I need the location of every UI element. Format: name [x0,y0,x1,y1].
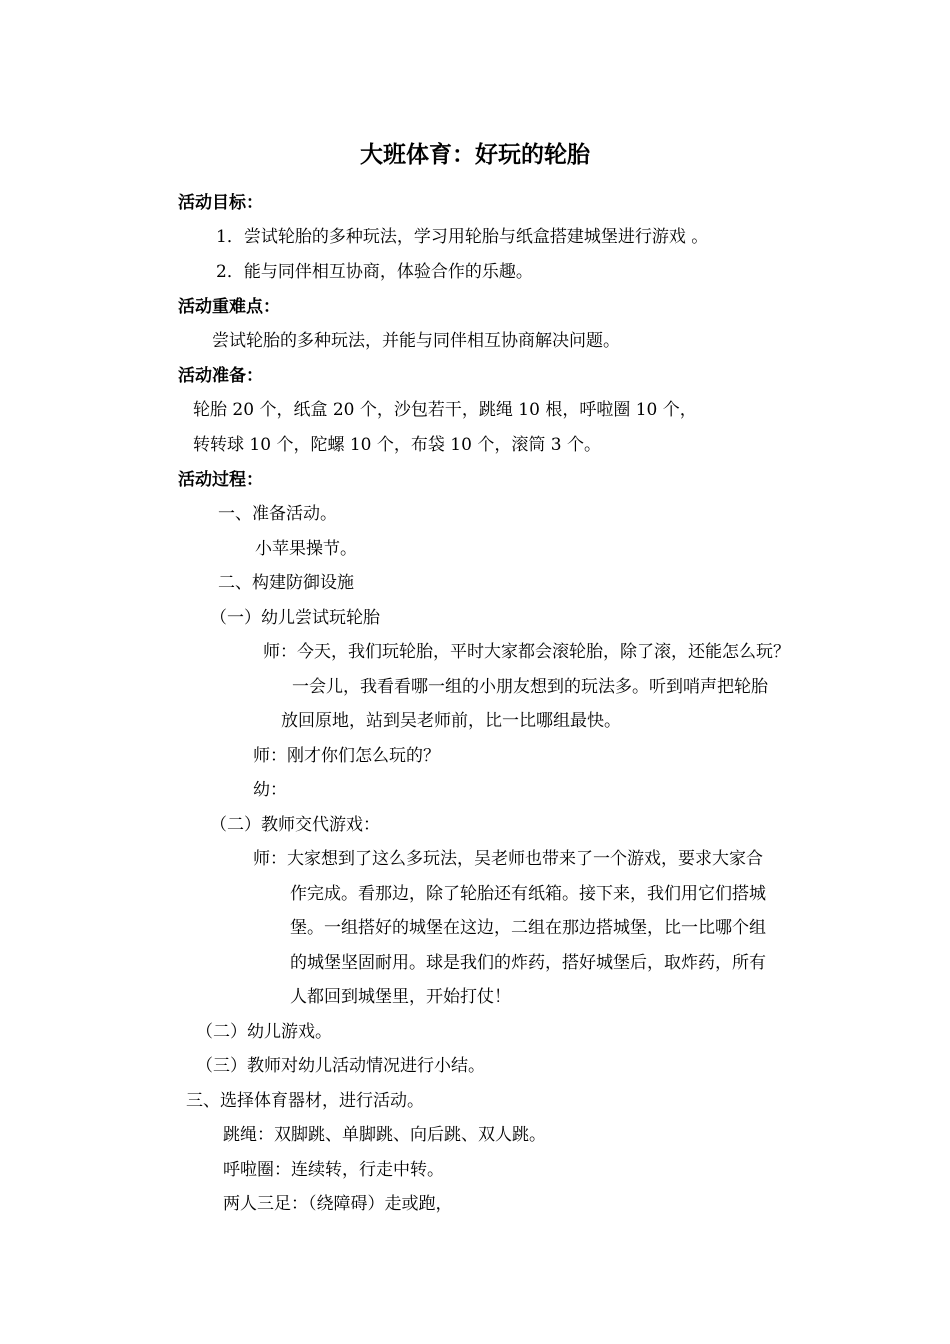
teacher-line-2: 师：刚才你们怎么玩的？ [253,746,440,766]
process-step-2: 二、构建防御设施 [218,573,354,593]
preparation-line-2: 转转球 10 个，陀螺 10 个，布袋 10 个，滚筒 3 个。 [193,435,601,455]
process-step-2-sub-2: （二）教师交代游戏： [210,815,380,835]
process-step-1: 一、准备活动。 [218,504,337,524]
process-step-3: 三、选择体育器材，进行活动。 [186,1091,424,1111]
process-step-2-sub-4: （三）教师对幼儿活动情况进行小结。 [196,1056,485,1076]
process-step-1-detail: 小苹果操节。 [255,539,357,559]
goal-item-1: 1．尝试轮胎的多种玩法，学习用轮胎与纸盒搭建城堡进行游戏 。 [216,227,709,247]
process-step-2-sub-1: （一）幼儿尝试玩轮胎 [210,608,380,628]
teacher-line-3c: 堡。一组搭好的城堡在这边，二组在那边搭城堡，比一比哪个组 [290,918,766,938]
teacher-line-1a: 师：今天，我们玩轮胎，平时大家都会滚轮胎，除了滚，还能怎么玩？ [263,642,790,662]
goals-heading: 活动目标： [178,193,263,213]
equipment-item-3: 两人三足：（绕障碍）走或跑， [223,1194,453,1214]
teacher-line-3a: 师：大家想到了这么多玩法，吴老师也带来了一个游戏，要求大家合 [253,849,763,869]
equipment-item-2: 呼啦圈：连续转，行走中转。 [223,1160,444,1180]
key-points-text: 尝试轮胎的多种玩法，并能与同伴相互协商解决问题。 [212,331,620,351]
process-heading: 活动过程： [178,470,263,490]
preparation-line-1: 轮胎 20 个，纸盒 20 个，沙包若干，跳绳 10 根，呼啦圈 10 个， [193,400,697,420]
teacher-line-3b: 作完成。看那边，除了轮胎还有纸箱。接下来，我们用它们搭城 [290,884,766,904]
teacher-line-3d: 的城堡坚固耐用。球是我们的炸药，搭好城堡后，取炸药，所有 [290,953,766,973]
teacher-line-1b: 一会儿，我看看哪一组的小朋友想到的玩法多。听到哨声把轮胎 [292,677,768,697]
process-step-2-sub-3: （二）幼儿游戏。 [196,1022,332,1042]
key-points-heading: 活动重难点： [178,297,280,317]
goal-item-2: 2．能与同伴相互协商，体验合作的乐趣。 [216,262,533,282]
child-line-1: 幼： [253,780,287,800]
teacher-line-1c: 放回原地，站到吴老师前，比一比哪组最快。 [281,711,621,731]
equipment-item-1: 跳绳：双脚跳、单脚跳、向后跳、双人跳。 [223,1125,546,1145]
teacher-line-3e: 人都回到城堡里，开始打仗！ [290,987,511,1007]
preparation-heading: 活动准备： [178,366,263,386]
document-title: 大班体育：好玩的轮胎 [360,142,590,168]
